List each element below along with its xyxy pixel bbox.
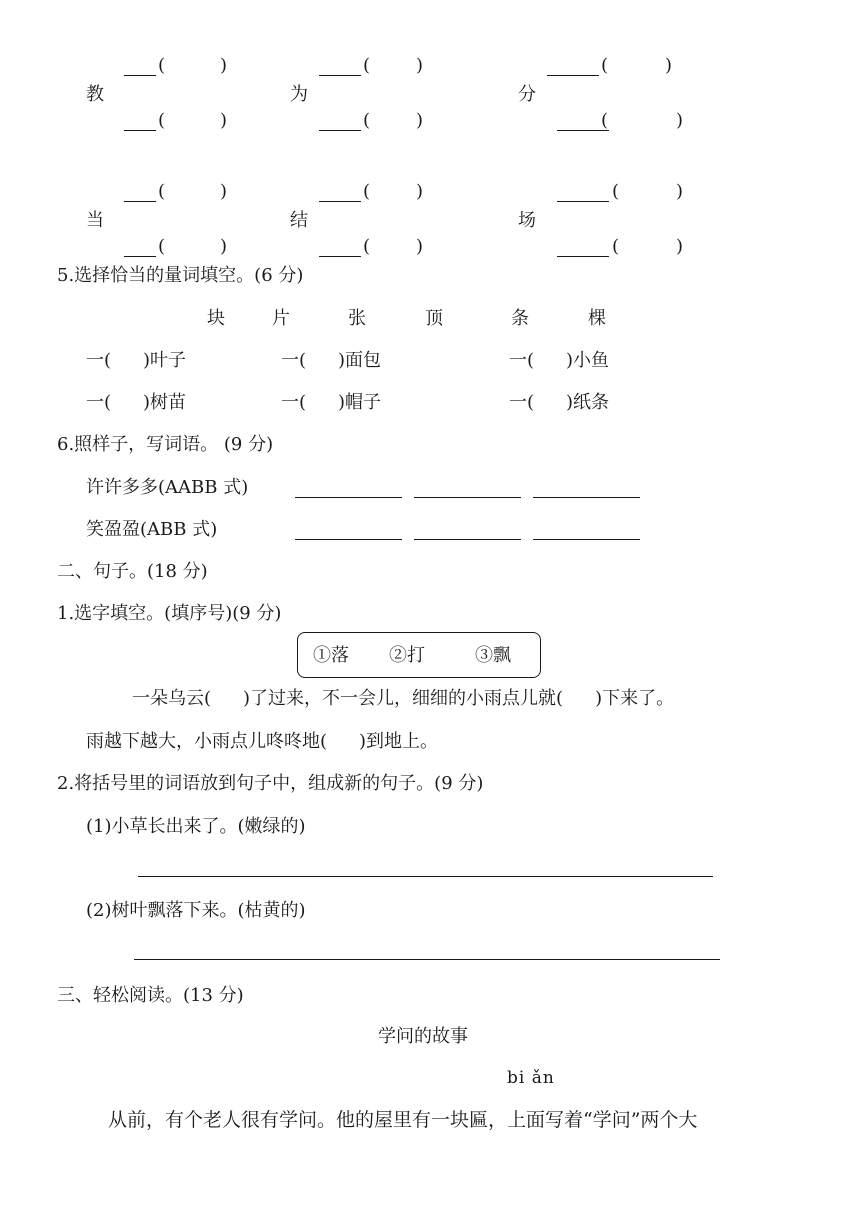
left-paren: ( [158, 236, 166, 257]
right-paren: ) [416, 236, 424, 257]
sentence-item: (2)树叶飘落下来。(枯黄的) [86, 900, 306, 921]
section-title: 三、轻松阅读。(13 分) [57, 985, 244, 1006]
left-paren: ( [363, 236, 371, 257]
section-title: 二、句子。(18 分) [57, 561, 208, 582]
answer-line[interactable] [138, 876, 713, 877]
fill-sentence: 雨越下越大，小雨点儿咚咚地( )到地上。 [86, 731, 439, 752]
question-title: 1.选字填空。(填序号)(9 分) [57, 603, 282, 624]
pattern-label: 笑盈盈(ABB 式) [86, 519, 218, 540]
choice-option: ①落 [313, 645, 349, 666]
question-title: 5.选择恰当的量词填空。(6 分) [57, 265, 304, 286]
option-word: 片 [272, 308, 290, 329]
answer-blank[interactable] [547, 75, 599, 76]
fill-item: 一( )面包 [281, 350, 382, 371]
right-paren: ) [416, 55, 424, 76]
answer-blank[interactable] [124, 201, 156, 202]
answer-line[interactable] [295, 539, 402, 540]
left-paren: ( [601, 55, 609, 76]
fill-item: 一( )叶子 [86, 350, 187, 371]
right-paren: ) [220, 181, 228, 202]
answer-blank[interactable] [319, 201, 361, 202]
right-paren: ) [676, 236, 684, 257]
answer-blank[interactable] [319, 130, 361, 131]
answer-line[interactable] [295, 497, 402, 498]
left-paren: ( [612, 236, 620, 257]
choice-option: ③飘 [475, 645, 511, 666]
answer-line[interactable] [533, 497, 640, 498]
right-paren: ) [416, 110, 424, 131]
fill-item: 一( )帽子 [281, 392, 382, 413]
left-paren: ( [363, 110, 371, 131]
base-char: 结 [290, 210, 308, 231]
base-char: 场 [518, 210, 536, 231]
fill-item: 一( )树苗 [86, 392, 187, 413]
left-paren: ( [158, 110, 166, 131]
answer-line[interactable] [414, 497, 521, 498]
answer-line[interactable] [533, 539, 640, 540]
answer-blank[interactable] [319, 75, 361, 76]
left-paren: ( [601, 110, 609, 131]
answer-blank[interactable] [557, 201, 609, 202]
right-paren: ) [220, 236, 228, 257]
left-paren: ( [158, 181, 166, 202]
answer-blank[interactable] [124, 130, 156, 131]
option-word: 棵 [588, 308, 606, 329]
fill-item: 一( )小鱼 [509, 350, 610, 371]
right-paren: ) [220, 55, 228, 76]
answer-line[interactable] [134, 959, 720, 960]
question-title: 6.照样子，写词语。 (9 分) [57, 434, 274, 455]
choice-option: ②打 [389, 645, 425, 666]
story-title: 学问的故事 [378, 1026, 468, 1047]
right-paren: ) [676, 110, 684, 131]
fill-sentence: 一朵乌云( )了过来，不一会儿，细细的小雨点儿就( )下来了。 [132, 688, 675, 709]
answer-blank[interactable] [124, 75, 156, 76]
option-word: 顶 [425, 308, 443, 329]
option-word: 张 [348, 308, 366, 329]
story-paragraph: 从前，有个老人很有学问。他的屋里有一块匾，上面写着“学问”两个大 [108, 1109, 698, 1131]
base-char: 为 [290, 84, 308, 105]
answer-blank[interactable] [557, 256, 609, 257]
fill-item: 一( )纸条 [509, 392, 610, 413]
answer-blank[interactable] [124, 256, 156, 257]
answer-blank[interactable] [319, 256, 361, 257]
left-paren: ( [612, 181, 620, 202]
pattern-label: 许许多多(AABB 式) [86, 477, 249, 498]
option-word: 条 [511, 308, 529, 329]
base-char: 教 [86, 84, 104, 105]
right-paren: ) [416, 181, 424, 202]
answer-line[interactable] [414, 539, 521, 540]
right-paren: ) [676, 181, 684, 202]
left-paren: ( [363, 55, 371, 76]
right-paren: ) [665, 55, 673, 76]
right-paren: ) [220, 110, 228, 131]
sentence-item: (1)小草长出来了。(嫩绿的) [86, 816, 306, 837]
base-char: 当 [86, 210, 104, 231]
left-paren: ( [158, 55, 166, 76]
base-char: 分 [518, 84, 536, 105]
pinyin-annotation: bi ǎn [507, 1068, 555, 1088]
option-word: 块 [207, 308, 225, 329]
question-title: 2.将括号里的词语放到句子中，组成新的句子。(9 分) [57, 773, 484, 794]
left-paren: ( [363, 181, 371, 202]
